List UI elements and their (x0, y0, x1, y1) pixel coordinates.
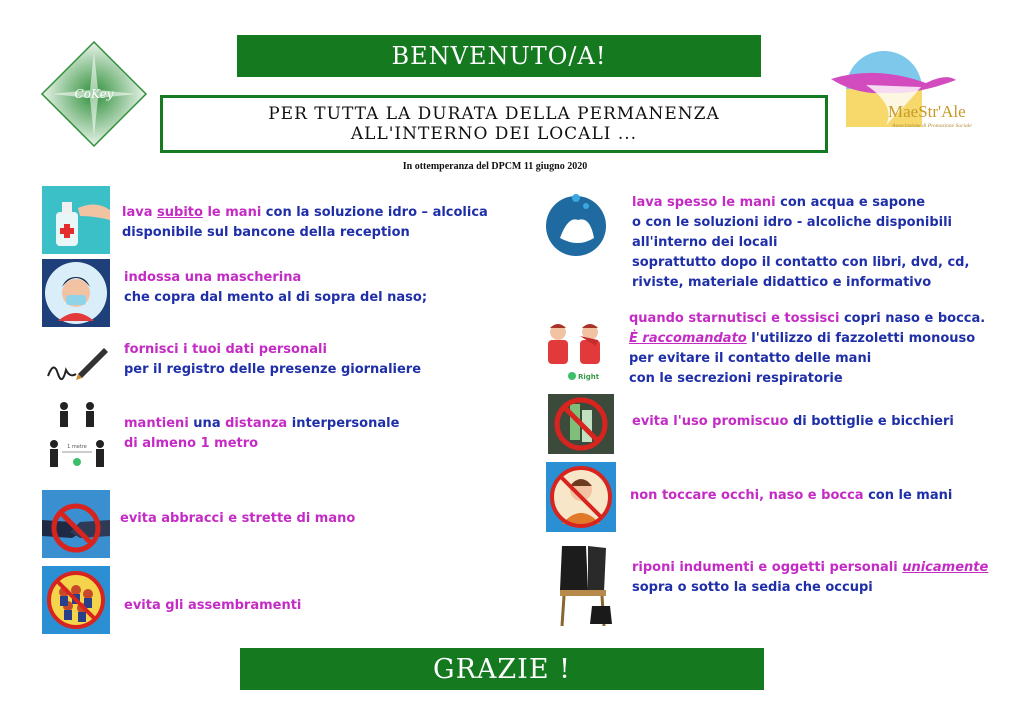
chair-clothes-icon (548, 542, 624, 628)
no-shared-bottles-icon (548, 394, 614, 454)
cough-elbow-icon (540, 320, 616, 384)
headline-line-2: ALL'INTERNO DEI LOCALI ... (350, 124, 638, 144)
no-handshake-icon (42, 490, 110, 558)
welcome-text: BENVENUTO/A! (391, 42, 607, 70)
face-mask-icon (42, 259, 110, 327)
left-item-6-text: evita gli assembramenti (124, 598, 302, 613)
hand-washing-icon (538, 186, 614, 262)
svg-text:MaeStr'Ale: MaeStr'Ale (888, 102, 966, 121)
cokey-logo (40, 40, 148, 148)
svg-text:Associazione di Promozione Soc: Associazione di Promozione Sociale (892, 123, 972, 129)
left-item-3-text: fornisci i tuoi dati personali per il registro delle presenze giornaliere (124, 342, 422, 377)
left-item-4-text: mantieni una distanza interpersonale di almeno 1 metro (124, 416, 400, 451)
right-item-2-text: quando starnutisci e tossisci copri naso e bocca. È raccomandato l'utilizzo di fazzoletti monouso per evitare il contatto delle mani con le secrezioni respiratorie (629, 311, 986, 386)
no-touch-face-icon (546, 462, 616, 532)
svg-text:Right: Right (578, 373, 600, 381)
right-item-3-text: evita l'uso promiscuo di bottiglie e bicchieri (632, 414, 954, 429)
left-item-5-text: evita abbracci e strette di mano (120, 511, 356, 526)
no-crowd-icon (42, 566, 110, 634)
left-item-1-text: lava subito le mani con la soluzione idro – alcolica disponibile sul bancone della reception (122, 205, 488, 240)
right-item-4-text: non toccare occhi, naso e bocca con le mani (630, 488, 953, 503)
svg-text:1 metre: 1 metre (67, 444, 87, 450)
left-item-2-text: indossa una mascherina che copra dal mento al di sopra del naso; (124, 270, 428, 305)
thanks-text: GRAZIE ! (433, 653, 571, 685)
hand-sanitizer-icon (42, 186, 110, 254)
right-item-5-text: riponi indumenti e oggetti personali unicamente sopra o sotto la sedia che occupi (632, 560, 989, 595)
dpcm-note: In ottemperanza del DPCM 11 giugno 2020 (402, 161, 588, 172)
right-item-1-text: lava spesso le mani con acqua e sapone o con le soluzioni idro - alcoliche disponibili all'interno dei locali soprattutto dopo il contatto con libri, dvd, cd, riviste, materiale didattico e informativo (632, 195, 970, 290)
welcome-banner (237, 35, 761, 77)
svg-text:CoKey: CoKey (74, 87, 114, 101)
headline-box (160, 95, 828, 153)
headline-line-1: PER TUTTA LA DURATA DELLA PERMANENZA (268, 104, 720, 124)
maestrale-logo (826, 45, 986, 135)
social-distance-icon (42, 396, 112, 478)
thanks-banner (240, 648, 764, 690)
signature-pen-icon (42, 330, 110, 398)
